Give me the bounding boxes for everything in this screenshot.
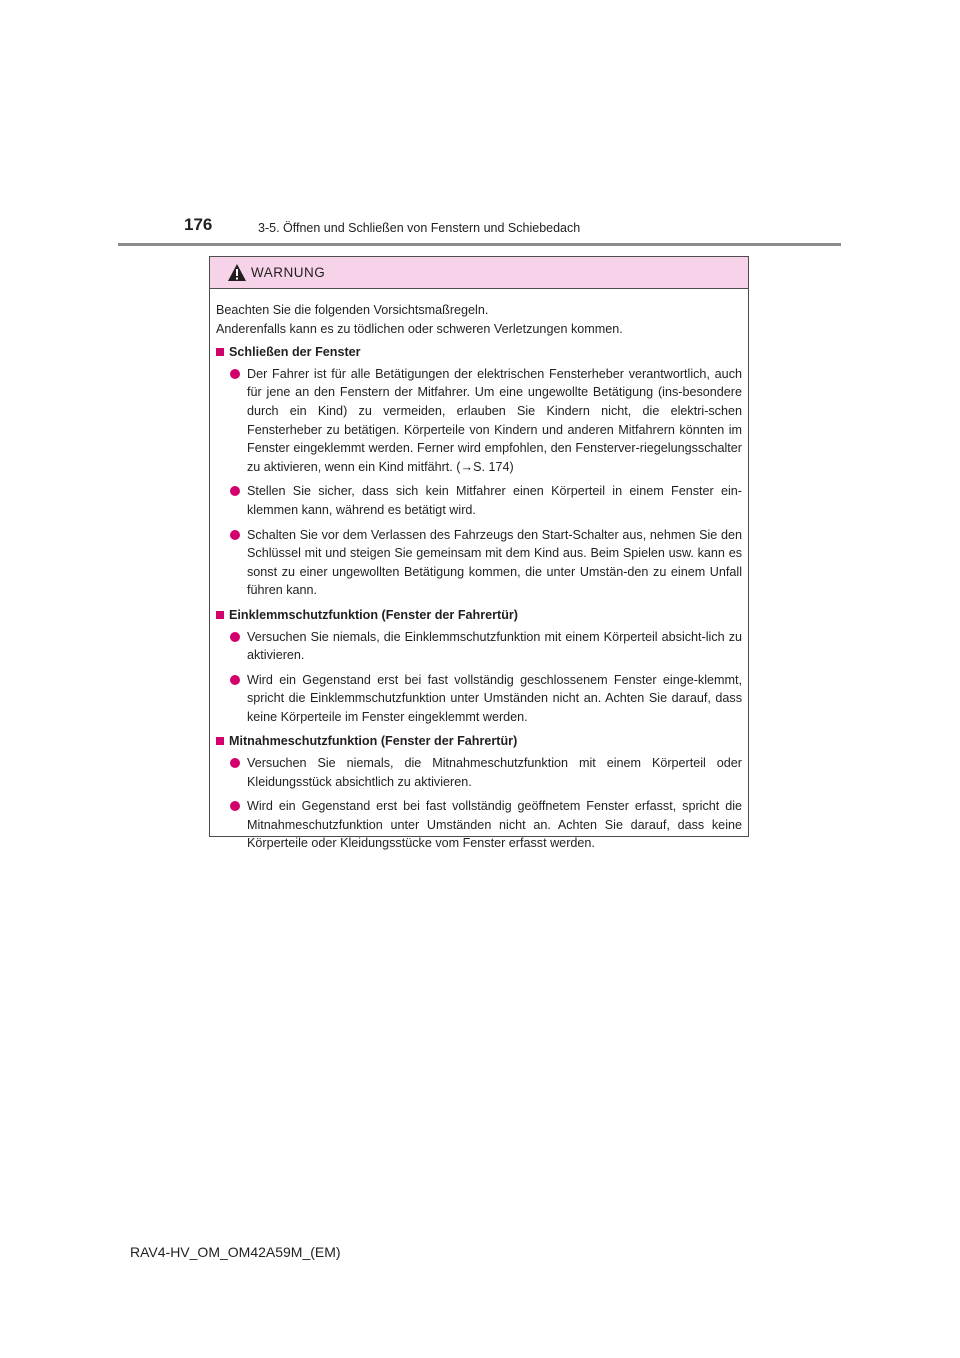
dot-bullet-icon <box>230 486 240 496</box>
bullet-text: Versuchen Sie niemals, die Mitnahmeschutzfunktion mit einem Körperteil oder Kleidungsstück absichtlich zu aktivieren. <box>247 756 742 789</box>
bullet-text: Wird ein Gegenstand erst bei fast vollständig geöffnetem Fenster erfasst, spricht die Mitnahmeschutzfunktion unter Umständen nicht an. Achten Sie darauf, dass keine Körperteile oder Kleidungsstücke vom Fenster erfasst werden. <box>247 799 742 851</box>
warning-body <box>210 289 748 853</box>
bullet-item <box>216 671 742 727</box>
intro-line: Beachten Sie die folgenden Vorsichtsmaßregeln. <box>216 303 489 317</box>
dot-bullet-icon <box>230 369 240 379</box>
bullet-item <box>216 365 742 477</box>
section-heading-text: Schließen der Fenster <box>229 345 361 360</box>
dot-bullet-icon <box>230 675 240 685</box>
bullet-item <box>216 482 742 519</box>
warning-box <box>209 256 749 851</box>
page-number: 176 <box>184 215 213 234</box>
warning-triangle-icon <box>227 263 247 282</box>
intro-line: Anderenfalls kann es zu tödlichen oder schweren Verletzungen kommen. <box>216 321 623 336</box>
warning-header <box>210 257 748 289</box>
section-heading <box>216 343 742 362</box>
section-heading-text: Mitnahmeschutzfunktion (Fenster der Fahrertür) <box>229 734 518 749</box>
bullet-text: Der Fahrer ist für alle Betätigungen der elektrischen Fensterheber verantwortlich, auch für jene an den Fenstern der Mitfahrer. Um eine ungewollte Betätigung (ins-besondere durch ein Kind) zu vermeiden, erlauben Sie Kindern nicht, die elektri-schen Fensterheber zu betätigen. Körperteile von Kindern und anderen Mitfahrern könnten im Fenster eingeklemmt werden. Ferner wird empfohlen, den Fensterver-riegelungsschalter zu aktivieren, wenn ein Kind mitfährt. (→S. 174) <box>247 366 742 474</box>
bullet-text: Schalten Sie vor dem Verlassen des Fahrzeugs den Start-Schalter aus, nehmen Sie den Schlüssel mit und steigen Sie gemeinsam mit dem Kind aus. Beim Spielen usw. kann es sonst zu einer ungewollten Betätigung kommen, die unter Umstän-den zu einem Unfall führen kann. <box>247 527 742 598</box>
dot-bullet-icon <box>230 530 240 540</box>
document-code: RAV4-HV_OM_OM42A59M_(EM) <box>130 1244 341 1260</box>
square-bullet-icon <box>216 737 224 745</box>
bullet-item <box>216 526 742 600</box>
warning-title: WARNUNG <box>251 265 326 280</box>
dot-bullet-icon <box>230 801 240 811</box>
chapter-title: 3-5. Öffnen und Schließen von Fenstern und Schiebedach <box>258 221 581 235</box>
bullet-item <box>216 754 742 791</box>
dot-bullet-icon <box>230 758 240 768</box>
bullet-text: Versuchen Sie niemals, die Einklemmschutzfunktion mit einem Körperteil absicht-lich zu aktivieren. <box>247 629 742 663</box>
section-heading <box>216 606 742 625</box>
square-bullet-icon <box>216 348 224 356</box>
bullet-item <box>216 797 742 853</box>
header-rule <box>118 243 841 246</box>
section-heading-text: Einklemmschutzfunktion (Fenster der Fahrertür) <box>229 607 518 622</box>
bullet-item <box>216 628 742 665</box>
square-bullet-icon <box>216 611 224 619</box>
dot-bullet-icon <box>230 632 240 642</box>
bullet-text: Wird ein Gegenstand erst bei fast vollständig geschlossenem Fenster einge-klemmt, spricht die Einklemmschutzfunktion unter Umständen nicht an. Achten Sie darauf, dass keine Körperteile im Fenster eingeklemmt werden. <box>247 672 742 724</box>
section-heading <box>216 732 742 751</box>
bullet-text: Stellen Sie sicher, dass sich kein Mitfahrer einen Körperteil in einem Fenster ein-klemmen kann, während es betätigt wird. <box>247 484 742 517</box>
